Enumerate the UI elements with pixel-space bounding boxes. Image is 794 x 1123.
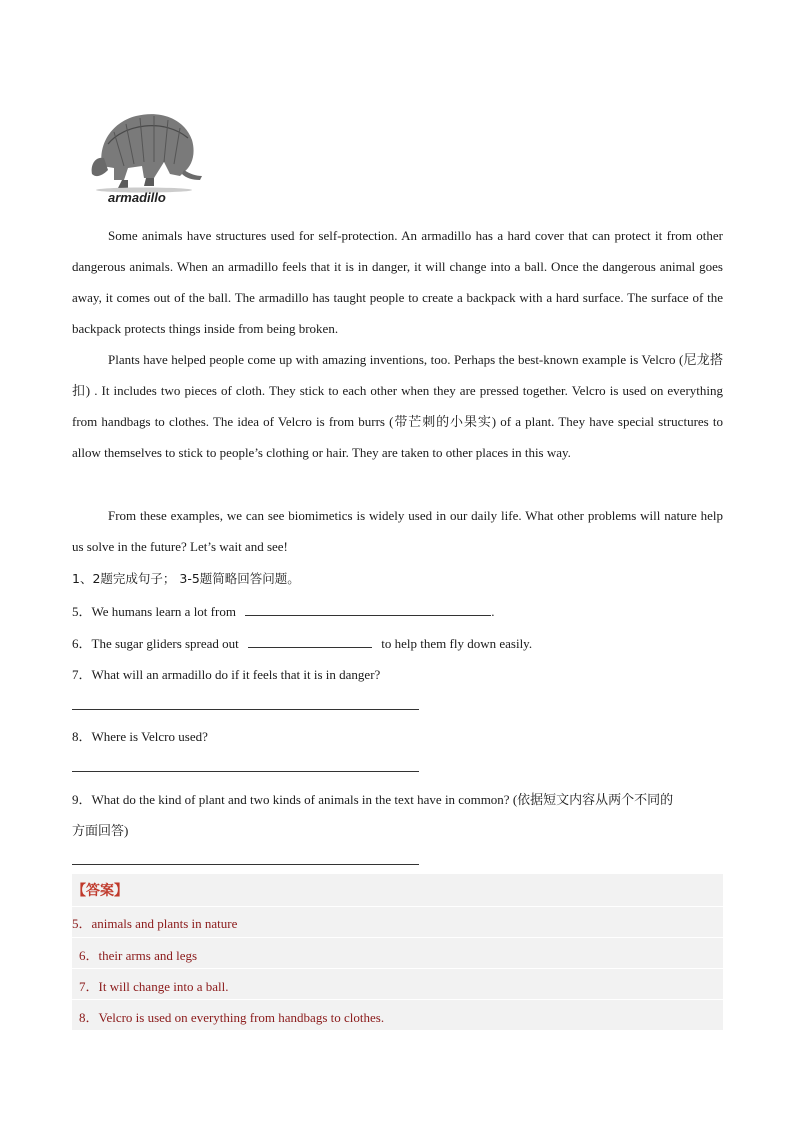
answer-divider bbox=[72, 906, 723, 907]
question-9-line-1: 9．What do the kind of plant and two kinds of animals in the text have in common? (依据短文内容从两个不同的 bbox=[72, 792, 674, 807]
answer-divider bbox=[72, 968, 723, 969]
question-7: 7．What will an armadillo do if it feels that it is in danger? bbox=[72, 667, 381, 682]
question-6 bbox=[72, 633, 532, 652]
answer-divider bbox=[72, 937, 723, 938]
question-9-answer-line[interactable] bbox=[72, 864, 419, 865]
instructions: 1、2题完成句子； 3-5题简略回答问题。 bbox=[72, 571, 300, 586]
figure-caption: armadillo bbox=[108, 190, 166, 205]
passage-paragraph-1: Some animals have structures used for self-protection. An armadillo has a hard cover that can protect it from other dangerous animals. When an armadillo feels that it is in danger, it will change into a ball. Once the dangerous animal goes away, it comes out of the ball. The armadillo has taught people to create a backpack with a hard surface. The surface of the backpack protects things inside from being broken. bbox=[72, 228, 723, 336]
answer-5: 5．animals and plants in nature bbox=[72, 916, 238, 931]
question-6-suffix: to help them fly down easily. bbox=[381, 636, 533, 651]
question-5-blank[interactable] bbox=[245, 603, 491, 616]
question-5-text: 5．We humans learn a lot from bbox=[72, 604, 236, 619]
question-8-answer-line[interactable] bbox=[72, 771, 419, 772]
passage-paragraph-2: Plants have helped people come up with amazing inventions, too. Perhaps the best-known example is Velcro (尼龙搭扣) . It includes two pieces of cloth. They stick to each other when they are pressed together. Velcro is used on everything from handbags to clothes. The idea of Velcro is from burrs (带芒刺的小果实) of a plant. They have special structures to allow themselves to stick to people’s clothing or hair. They are taken to other places in this way. bbox=[72, 352, 723, 460]
answer-heading: 【答案】 bbox=[72, 883, 128, 899]
passage-paragraph-3: From these examples, we can see biomimetics is widely used in our daily life. What other problems will nature help us solve in the future? Let’s wait and see! bbox=[72, 508, 723, 554]
question-6-text: 6．The sugar gliders spread out bbox=[72, 636, 239, 651]
question-8: 8．Where is Velcro used? bbox=[72, 729, 208, 744]
answer-divider bbox=[72, 999, 723, 1000]
question-5 bbox=[72, 601, 494, 620]
answer-7: 7．It will change into a ball. bbox=[79, 979, 229, 994]
armadillo-icon bbox=[84, 104, 204, 194]
question-7-answer-line[interactable] bbox=[72, 709, 419, 710]
answer-8: 8．Velcro is used on everything from handbags to clothes. bbox=[79, 1010, 385, 1025]
question-6-blank[interactable] bbox=[248, 635, 372, 648]
question-5-suffix: . bbox=[491, 604, 495, 619]
question-9-line-2: 方面回答) bbox=[72, 823, 129, 838]
answer-6: 6．their arms and legs bbox=[79, 948, 198, 963]
